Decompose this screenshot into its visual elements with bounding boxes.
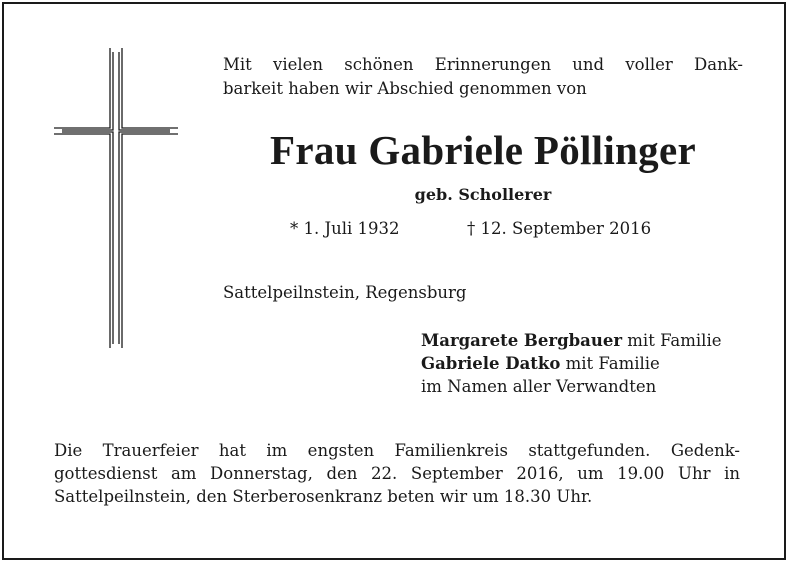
death-date: † 12. September 2016 [467, 219, 652, 238]
notice-line-1: Die Trauerfeier hat im engsten Familienkreis stattgefunden. Gedenk- [54, 441, 740, 460]
mourner-suffix: mit Familie [560, 354, 660, 373]
mourner-row [421, 352, 721, 375]
intro-text [223, 53, 743, 101]
mourner-suffix: im Namen aller Verwandten [421, 377, 657, 396]
cross-icon [54, 48, 178, 348]
mourner-suffix: mit Familie [622, 331, 722, 350]
place-line: Sattelpeilnstein, Regensburg [223, 283, 467, 302]
mourner-name: Margarete Bergbauer [421, 331, 623, 350]
mourner-row [421, 375, 721, 398]
service-notice [54, 439, 740, 508]
intro-line-2: barkeit haben wir Abschied genommen von [223, 79, 587, 98]
birth-date: * 1. Juli 1932 [290, 219, 400, 238]
notice-line-3: Sattelpeilnstein, den Sterberosenkranz beten wir um 18.30 Uhr. [54, 487, 593, 506]
intro-line-1: Mit vielen schönen Erinnerungen und voller Dank- [223, 55, 743, 74]
mourners-list [421, 329, 721, 398]
mourner-row [421, 329, 721, 352]
mourner-name: Gabriele Datko [421, 354, 561, 373]
notice-line-2: gottesdienst am Donnerstag, den 22. September 2016, um 19.00 Uhr in [54, 464, 740, 483]
maiden-name: geb. Schollerer [414, 185, 552, 204]
deceased-name: Frau Gabriele Pöllinger [270, 127, 696, 173]
